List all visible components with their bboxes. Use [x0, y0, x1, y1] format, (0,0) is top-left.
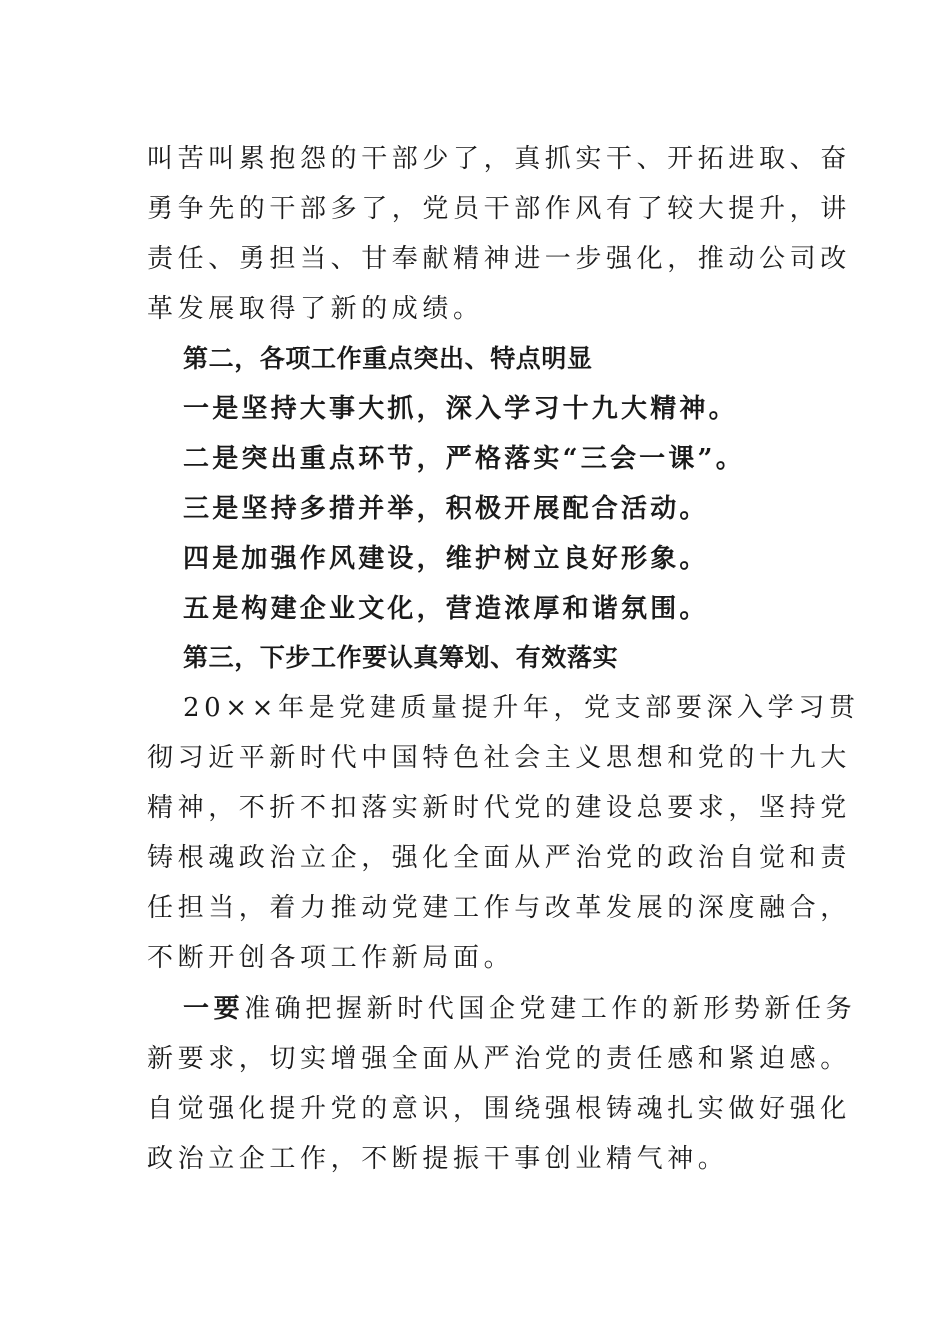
paragraph-line: 彻习近平新时代中国特色社会主义思想和党的十九大 [147, 743, 851, 773]
paragraph-text: 准确把握新时代国企党建工作的新形势新任务 [244, 994, 857, 1024]
paragraph-line: 叫苦叫累抱怨的干部少了，真抓实干、开拓进取、奋 [147, 144, 851, 174]
list-item: 二是突出重点环节，严格落实“三会一课”。 [183, 444, 745, 474]
paragraph-line: 新要求，切实增强全面从严治党的责任感和紧迫感。 [147, 1044, 851, 1074]
paragraph-line: 勇争先的干部多了，党员干部作风有了较大提升，讲 [147, 194, 851, 224]
section-heading-third: 第三，下步工作要认真筹划、有效落实 [183, 643, 619, 672]
paragraph-line: 政治立企工作，不断提振干事创业精气神。 [147, 1144, 729, 1174]
paragraph-line: 责任、勇担当、甘奉献精神进一步强化，推动公司改 [147, 244, 851, 274]
list-item: 一是坚持大事大抓，深入学习十九大精神。 [183, 394, 738, 424]
list-item: 四是加强作风建设，维护树立良好形象。 [183, 544, 709, 574]
list-item: 三是坚持多措并举，积极开展配合活动。 [183, 494, 709, 524]
paragraph-line: 自觉强化提升党的意识，围绕强根铸魂扎实做好强化 [147, 1094, 851, 1124]
paragraph-line: 任担当，着力推动党建工作与改革发展的深度融合， [147, 893, 851, 923]
paragraph-line: 革发展取得了新的成绩。 [147, 294, 484, 324]
list-item: 五是构建企业文化，营造浓厚和谐氛围。 [183, 594, 709, 624]
paragraph-line: 铸根魂政治立企，强化全面从严治党的政治自觉和责 [147, 843, 851, 873]
section-heading-second: 第二，各项工作重点突出、特点明显 [183, 344, 593, 373]
paragraph-line [183, 994, 857, 1024]
paragraph-line: 不断开创各项工作新局面。 [147, 943, 515, 973]
paragraph-line: 精神，不折不扣落实新时代党的建设总要求，坚持党 [147, 793, 851, 823]
paragraph-line: 20××年是党建质量提升年，党支部要深入学习贯 [183, 693, 860, 723]
paragraph-lead: 一要 [183, 994, 245, 1024]
